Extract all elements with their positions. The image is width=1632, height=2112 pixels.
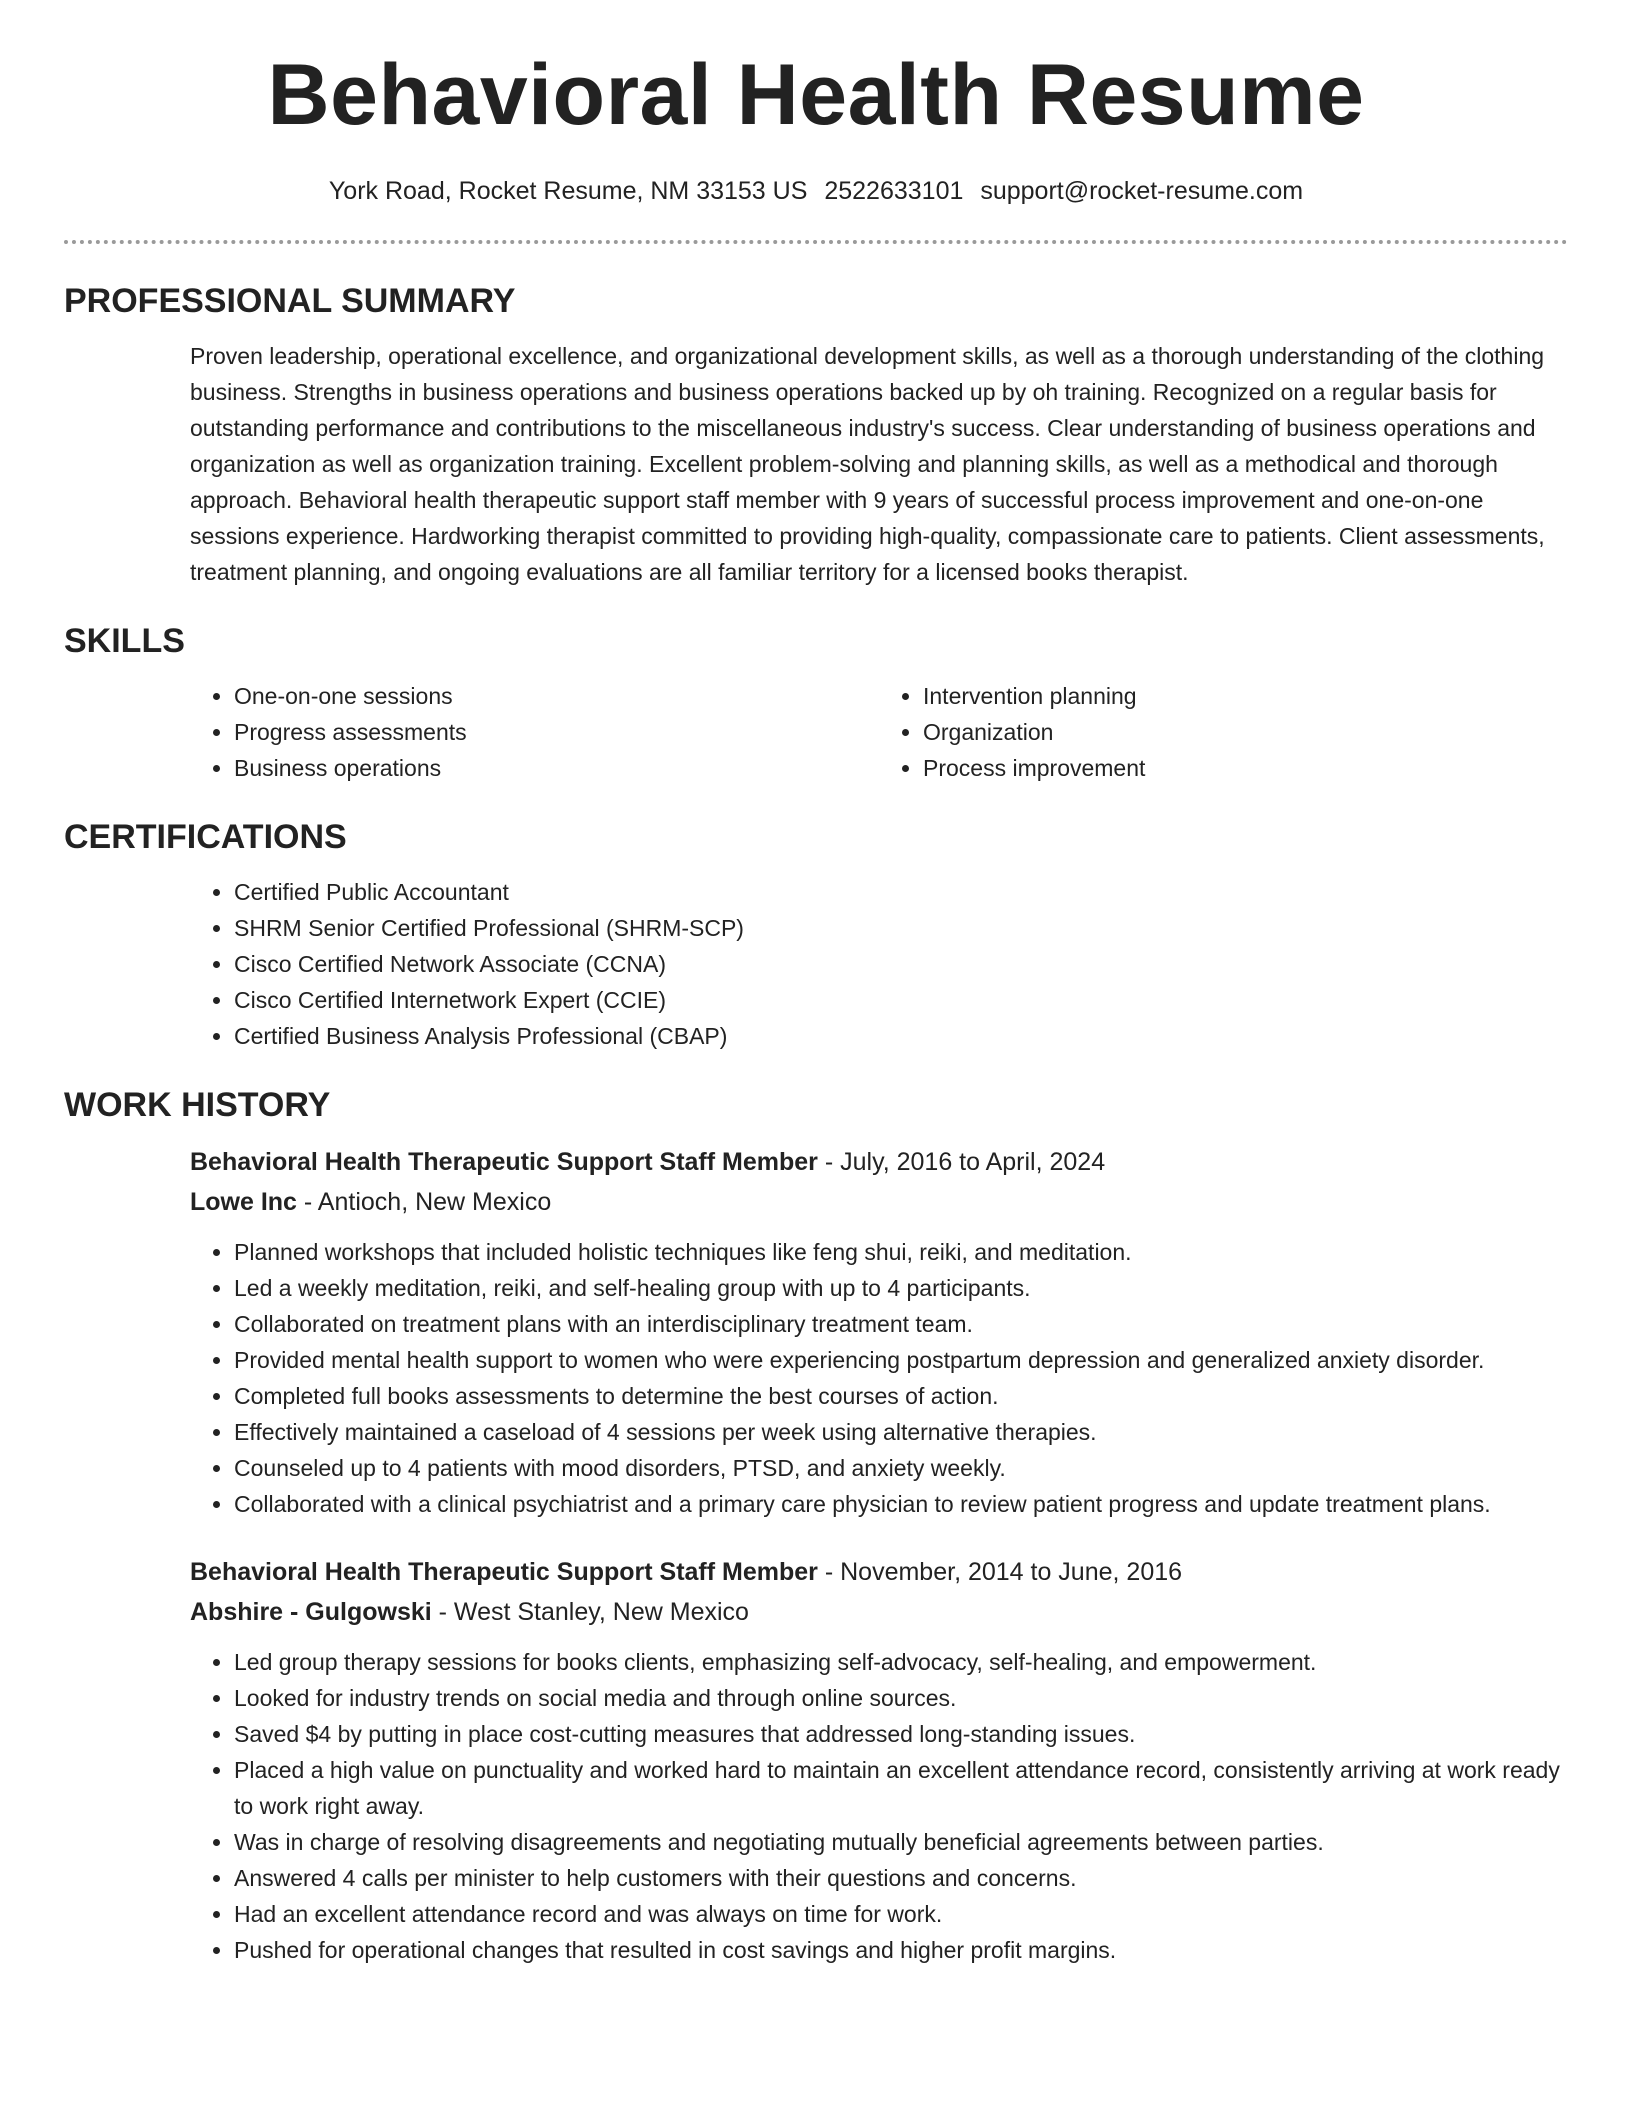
section-body: [190, 678, 1568, 786]
job-bullet: • Completed full books assessments to determine the best courses of action.: [234, 1378, 1568, 1414]
section-title: SKILLS: [64, 622, 185, 660]
job-bullet: • Was in charge of resolving disagreements and negotiating mutually beneficial agreements between parties.: [234, 1824, 1568, 1860]
job-role: Behavioral Health Therapeutic Support Staff Member: [190, 1148, 818, 1176]
job-location: - West Stanley, New Mexico: [431, 1598, 749, 1626]
skills-column-right: [879, 678, 1568, 786]
job-bullet: • Planned workshops that included holistic techniques like feng shui, reiki, and meditation.: [234, 1234, 1568, 1270]
skill-item: • Process improvement: [923, 750, 1568, 786]
job-bullet: • Provided mental health support to women who were experiencing postpartum depression and generalized anxiety disorder.: [234, 1342, 1568, 1378]
work-history-section: [64, 1088, 1568, 1968]
certifications-list: [190, 874, 1568, 1054]
job-dates: - July, 2016 to April, 2024: [817, 1148, 1106, 1176]
job-bullet: • Saved $4 by putting in place cost-cutting measures that addressed long-standing issues.: [234, 1716, 1568, 1752]
certification-item: • Certified Business Analysis Professional (CBAP): [234, 1018, 1568, 1054]
job-bullet: • Had an excellent attendance record and was always on time for work.: [234, 1896, 1568, 1932]
job-title-line: [190, 1142, 1568, 1182]
job-dates: - November, 2014 to June, 2016: [817, 1558, 1183, 1586]
job-bullets: [190, 1644, 1568, 1968]
section-body: [190, 338, 1568, 590]
job-bullet: • Collaborated with a clinical psychiatrist and a primary care physician to review patient progress and update treatment plans.: [234, 1486, 1568, 1522]
job-bullet: • Collaborated on treatment plans with an interdisciplinary treatment team.: [234, 1306, 1568, 1342]
certification-item: • SHRM Senior Certified Professional (SHRM-SCP): [234, 910, 1568, 946]
job-bullet: • Effectively maintained a caseload of 4 sessions per week using alternative therapies.: [234, 1414, 1568, 1450]
skills-section: [64, 624, 1568, 786]
summary-text: Proven leadership, operational excellence, and organizational development skills, as well as a thorough understanding of the clothing business. Strengths in business operations and business operations backed up by oh training. Recognized on a regular basis for outstanding performance and contributions to the miscellaneous industry's success. Clear understanding of business operations and organization as well as organization training. Excellent problem-solving and planning skills, as well as a methodical and thorough approach. Behavioral health therapeutic support staff member with 9 years of successful process improvement and one-on-one sessions experience. Hardworking therapist committed to providing high-quality, compassionate care to patients. Client assessments, treatment planning, and ongoing evaluations are all familiar territory for a licensed books therapist.: [190, 343, 1545, 585]
job-company: Abshire - Gulgowski: [190, 1598, 432, 1626]
certification-item: • Cisco Certified Network Associate (CCNA): [234, 946, 1568, 982]
job-bullet: • Led group therapy sessions for books clients, emphasizing self-advocacy, self-healing, and empowerment.: [234, 1644, 1568, 1680]
skill-item: • Business operations: [234, 750, 879, 786]
job-bullet: • Placed a high value on punctuality and worked hard to maintain an excellent attendance record, consistently arriving at work ready to work right away.: [234, 1752, 1568, 1824]
section-title: WORK HISTORY: [64, 1086, 331, 1124]
skill-item: • Intervention planning: [923, 678, 1568, 714]
skills-column-left: [190, 678, 879, 786]
job-location: - Antioch, New Mexico: [296, 1188, 552, 1216]
contact-email: support@rocket-resume.com: [980, 177, 1304, 205]
job-role: Behavioral Health Therapeutic Support Staff Member: [190, 1558, 818, 1586]
skill-item: • Organization: [923, 714, 1568, 750]
contact-line: [0, 176, 1632, 206]
professional-summary-section: [64, 284, 1568, 590]
job-bullet: • Led a weekly meditation, reiki, and self-healing group with up to 4 participants.: [234, 1270, 1568, 1306]
job-company-line: [190, 1592, 1568, 1632]
section-body: [190, 1142, 1568, 1968]
resume-header: [0, 0, 1632, 206]
header-divider: [64, 240, 1568, 244]
job-bullet: • Answered 4 calls per minister to help customers with their questions and concerns.: [234, 1860, 1568, 1896]
section-title: PROFESSIONAL SUMMARY: [64, 282, 516, 320]
section-body: [190, 874, 1568, 1054]
job-bullet: • Looked for industry trends on social media and through online sources.: [234, 1680, 1568, 1716]
skills-grid: [190, 678, 1568, 786]
skill-item: • One-on-one sessions: [234, 678, 879, 714]
resume-name: Behavioral Health Resume: [267, 47, 1365, 143]
job-company: Lowe Inc: [190, 1188, 297, 1216]
job-bullet: • Counseled up to 4 patients with mood disorders, PTSD, and anxiety weekly.: [234, 1450, 1568, 1486]
contact-address: York Road, Rocket Resume, NM 33153 US: [328, 177, 808, 205]
section-title: CERTIFICATIONS: [64, 818, 347, 856]
job-entry: [190, 1552, 1568, 1968]
skill-item: • Progress assessments: [234, 714, 879, 750]
certification-item: • Cisco Certified Internetwork Expert (CCIE): [234, 982, 1568, 1018]
contact-phone: 2522633101: [824, 177, 964, 205]
job-company-line: [190, 1182, 1568, 1222]
job-bullets: [190, 1234, 1568, 1522]
job-entry: [190, 1142, 1568, 1522]
job-bullet: • Pushed for operational changes that resulted in cost savings and higher profit margins.: [234, 1932, 1568, 1968]
job-title-line: [190, 1552, 1568, 1592]
certification-item: • Certified Public Accountant: [234, 874, 1568, 910]
certifications-section: [64, 820, 1568, 1054]
